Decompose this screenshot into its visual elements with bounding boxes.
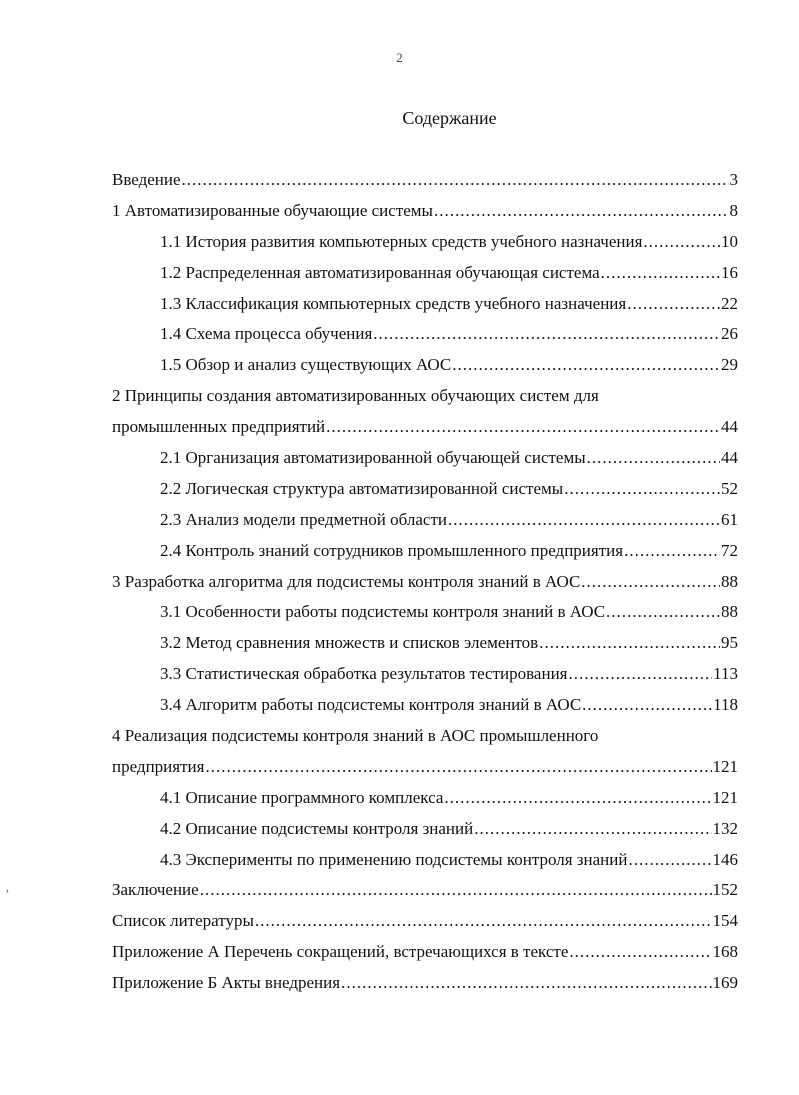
toc-entry-page: 72 xyxy=(721,540,738,560)
toc-entry xyxy=(112,479,738,510)
toc-entry-title: 3 Разработка алгоритма для подсистемы контроля знаний в АОС xyxy=(112,571,581,591)
dot-leader xyxy=(539,633,720,653)
page-number: 2 xyxy=(396,50,403,65)
dot-leader xyxy=(255,911,712,931)
toc-entry-title: 3.4 Алгоритм работы подсистемы контроля знаний в АОС xyxy=(160,695,582,715)
table-of-contents xyxy=(112,170,738,1004)
toc-entry xyxy=(112,170,738,201)
toc-entry xyxy=(112,911,738,942)
toc-entry-page: 113 xyxy=(713,664,738,684)
dot-leader xyxy=(624,541,720,561)
dot-leader xyxy=(569,664,713,684)
toc-entry-page: 88 xyxy=(721,571,738,591)
toc-entry-title: 2.2 Логическая структура автоматизированной системы xyxy=(160,478,564,498)
toc-entry-title: 2.1 Организация автоматизированной обучающей системы xyxy=(160,448,586,468)
toc-entry-page: 29 xyxy=(721,355,738,375)
toc-entry-page: 44 xyxy=(721,417,738,437)
toc-entry-page: 88 xyxy=(721,602,738,622)
toc-entry-title: предприятия xyxy=(112,756,205,776)
toc-entry xyxy=(112,541,738,572)
toc-entry-page: 152 xyxy=(712,880,738,900)
dot-leader xyxy=(628,850,711,870)
toc-entry-page: 169 xyxy=(712,973,738,993)
toc-entry-title: 4.2 Описание подсистемы контроля знаний xyxy=(160,818,474,838)
toc-entry-page: 132 xyxy=(712,818,738,838)
toc-entry-page: 121 xyxy=(712,787,738,807)
toc-entry xyxy=(112,448,738,479)
toc-entry-page: 3 xyxy=(729,170,738,189)
toc-entry-page: 22 xyxy=(721,293,738,313)
scan-mark: , xyxy=(6,880,9,894)
toc-entry-title: 1.1 История развития компьютерных средств учебного назначения xyxy=(160,231,643,251)
dot-leader xyxy=(564,479,720,499)
dot-leader xyxy=(643,232,720,252)
toc-entry-title: 3.1 Особенности работы подсистемы контроля знаний в АОС xyxy=(160,602,606,622)
toc-entry-heading-line: 2 Принципы создания автоматизированных обучающих систем для xyxy=(112,386,599,406)
toc-entry xyxy=(112,263,738,294)
toc-entry-title: 4.1 Описание программного комплекса xyxy=(160,787,444,807)
dot-leader xyxy=(569,942,711,962)
dot-leader xyxy=(205,757,711,777)
toc-entry-page: 10 xyxy=(721,231,738,251)
toc-entry-page: 146 xyxy=(712,849,738,869)
toc-entry-title: 3.2 Метод сравнения множеств и списков элементов xyxy=(160,633,539,653)
toc-entry-page: 154 xyxy=(712,911,738,931)
toc-entry xyxy=(112,201,738,232)
toc-entry-title: 2.4 Контроль знаний сотрудников промышленного предприятия xyxy=(160,540,624,560)
toc-entry-title: 1.2 Распределенная автоматизированная обучающая система xyxy=(160,262,600,282)
toc-entry-page: 8 xyxy=(729,200,738,220)
toc-entry-title: Введение xyxy=(112,170,181,189)
toc-entry-title: 1.4 Схема процесса обучения xyxy=(160,324,373,344)
dot-leader xyxy=(606,602,720,622)
dot-leader xyxy=(474,819,711,839)
dot-leader xyxy=(200,880,712,900)
toc-entry-page: 16 xyxy=(721,262,738,282)
toc-entry-title: 1 Автоматизированные обучающие системы xyxy=(112,200,433,220)
dot-leader xyxy=(627,294,720,314)
dot-leader xyxy=(373,324,720,344)
toc-entry-page: 118 xyxy=(713,695,738,715)
toc-entry xyxy=(112,572,738,603)
toc-entry-page: 168 xyxy=(712,942,738,962)
toc-entry xyxy=(112,417,738,448)
toc-entry xyxy=(112,973,738,1004)
toc-entry-title: Приложение Б Акты внедрения xyxy=(112,973,341,993)
toc-entry xyxy=(112,324,738,355)
toc-entry xyxy=(112,355,738,386)
toc-entry xyxy=(112,294,738,325)
toc-entry xyxy=(112,695,738,726)
toc-entry-page: 121 xyxy=(712,756,738,776)
toc-entry-title: промышленных предприятий xyxy=(112,417,326,437)
toc-entry xyxy=(112,633,738,664)
dot-leader xyxy=(587,448,720,468)
toc-entry xyxy=(112,232,738,263)
toc-entry xyxy=(112,850,738,881)
toc-entry-title: 1.5 Обзор и анализ существующих АОС xyxy=(160,355,452,375)
toc-entry xyxy=(112,602,738,633)
toc-entry-page: 26 xyxy=(721,324,738,344)
toc-entry xyxy=(112,942,738,973)
dot-leader xyxy=(452,355,720,375)
toc-entry-page: 44 xyxy=(721,448,738,468)
toc-entry-page: 52 xyxy=(721,478,738,498)
toc-entry xyxy=(112,788,738,819)
toc-entry xyxy=(112,664,738,695)
toc-entry xyxy=(112,510,738,541)
toc-entry-page: 61 xyxy=(721,509,738,529)
toc-entry xyxy=(112,819,738,850)
dot-leader xyxy=(448,510,720,530)
toc-entry-title: Заключение xyxy=(112,880,199,900)
dot-leader xyxy=(444,788,711,808)
toc-entry-heading-line: 4 Реализация подсистемы контроля знаний в АОС промышленного xyxy=(112,726,599,746)
toc-entry-title: Приложение А Перечень сокращений, встречающихся в тексте xyxy=(112,942,569,962)
toc-entry-title: 1.3 Классификация компьютерных средств учебного назначения xyxy=(160,293,627,313)
dot-leader xyxy=(582,695,712,715)
dot-leader xyxy=(341,973,711,993)
dot-leader xyxy=(434,201,729,221)
toc-entry-title: 3.3 Статистическая обработка результатов тестирования xyxy=(160,664,568,684)
toc-entry xyxy=(112,757,738,788)
toc-entry-title: 4.3 Эксперименты по применению подсистемы контроля знаний xyxy=(160,849,628,869)
toc-entry-title: 2.3 Анализ модели предметной области xyxy=(160,509,447,529)
dot-leader xyxy=(581,572,720,592)
dot-leader xyxy=(601,263,720,283)
page-title: Содержание xyxy=(402,108,497,128)
dot-leader xyxy=(182,170,729,190)
toc-entry xyxy=(112,880,738,911)
toc-entry-title: Список литературы xyxy=(112,911,254,931)
toc-entry-page: 95 xyxy=(721,633,738,653)
dot-leader xyxy=(326,417,720,437)
